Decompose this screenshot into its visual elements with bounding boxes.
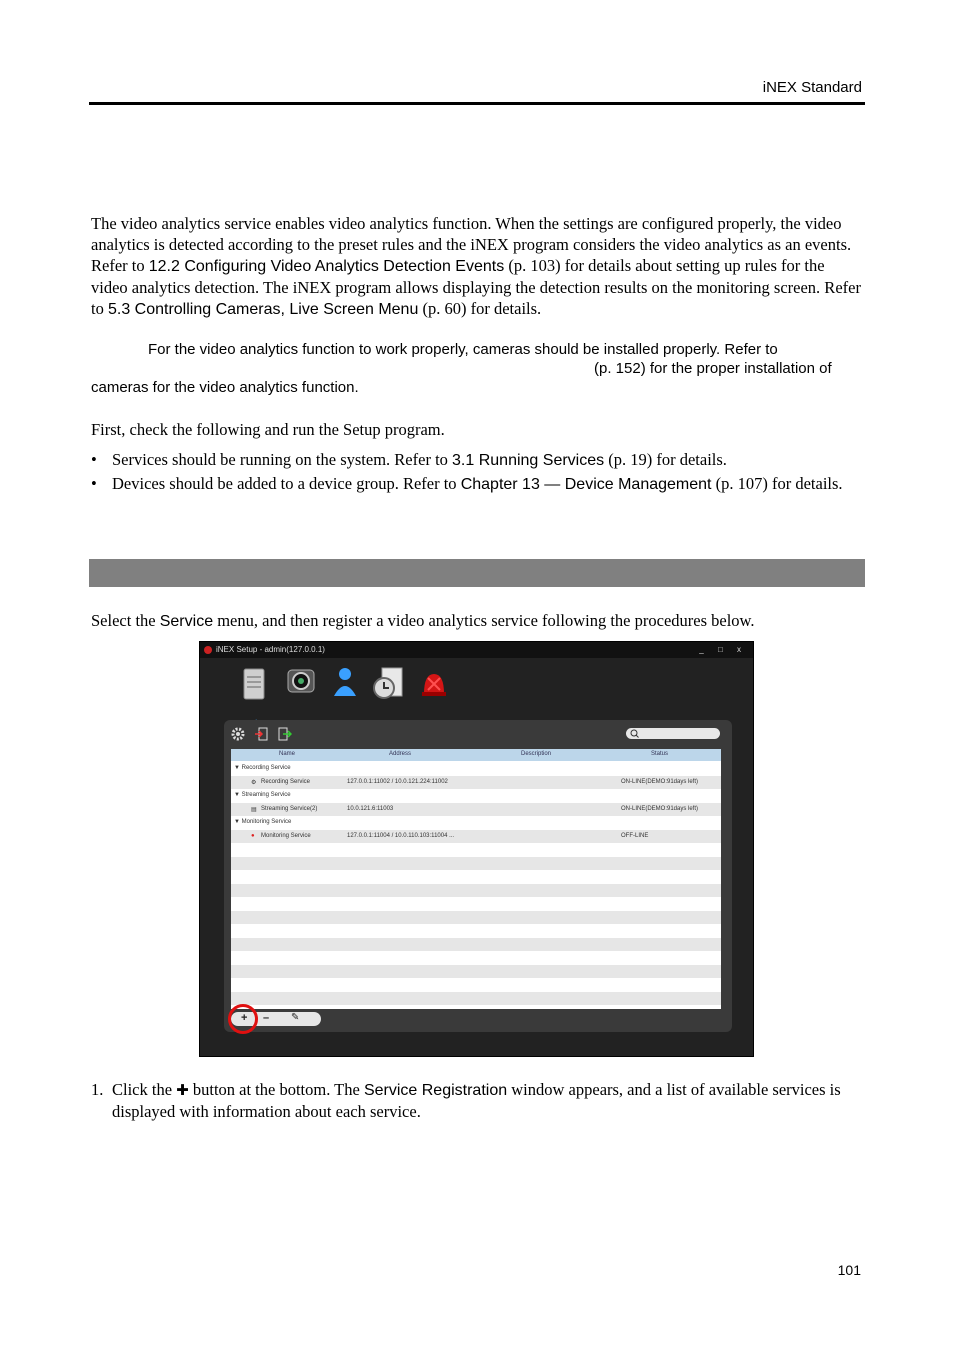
login-icon[interactable] — [254, 727, 268, 741]
event-alarm-icon[interactable] — [418, 666, 450, 698]
step-number: 1. — [91, 1080, 104, 1099]
table-row — [231, 938, 721, 952]
user-icon[interactable] — [332, 666, 358, 698]
col-status[interactable]: Status — [651, 751, 669, 757]
table-row — [231, 992, 721, 1006]
recording-service-icon: ⚙ — [251, 779, 257, 786]
menu-toolbar — [200, 658, 753, 718]
ref-video-analytics-events[interactable]: 12.2 Configuring Video Analytics Detection Events — [148, 258, 505, 275]
gear-icon[interactable] — [231, 727, 245, 741]
highlight-circle — [228, 1004, 258, 1034]
camera-icon[interactable] — [286, 666, 316, 696]
table-header — [231, 749, 721, 761]
check-intro: First, check the following and run the Setup program. — [91, 420, 445, 439]
monitoring-service-icon: ● — [251, 832, 255, 839]
list-item: • Services should be running on the system. Refer to 3.1 Running Services (p. 19) for details. — [91, 450, 727, 469]
table-row — [231, 843, 721, 857]
col-address[interactable]: Address — [389, 751, 412, 757]
header-rule — [89, 102, 865, 105]
service-table — [231, 749, 721, 1009]
add-button[interactable]: + — [241, 1012, 248, 1024]
remove-button[interactable]: – — [263, 1012, 270, 1024]
window-controls[interactable]: _ □ x — [699, 645, 747, 654]
table-row — [231, 870, 721, 884]
list-item: • Devices should be added to a device group. Refer to Chapter 13 — Device Management (p. 107) for details. — [91, 474, 843, 493]
ref-service-registration: Service Registration — [363, 1082, 508, 1099]
table-row[interactable]: ⚙ Recording Service 127.0.0.1:11002 / 10.0.121.224:11002 ON-LINE(DEMO:91days left) — [231, 776, 721, 790]
col-description[interactable]: Description — [521, 751, 552, 757]
search-icon — [630, 729, 639, 738]
table-row — [231, 857, 721, 871]
streaming-service-icon: ▤ — [251, 806, 257, 813]
header-title: iNEX Standard — [762, 79, 862, 96]
col-name[interactable]: Name — [279, 751, 296, 757]
panel-toolbar — [224, 720, 732, 746]
table-row[interactable]: ▼ Monitoring Service — [234, 819, 292, 825]
edit-button[interactable]: ✎ — [291, 1012, 300, 1023]
ref-service-menu: Service — [159, 613, 214, 630]
window-titlebar — [200, 642, 753, 658]
window-title: iNEX Setup - admin(127.0.0.1) — [216, 645, 325, 654]
service-panel — [224, 720, 732, 1032]
app-logo-icon — [204, 646, 212, 654]
table-row[interactable]: ▼ Recording Service — [234, 765, 291, 771]
table-row — [231, 911, 721, 925]
search-input[interactable] — [626, 728, 720, 739]
ref-running-services[interactable]: 3.1 Running Services — [452, 452, 605, 469]
section-heading-bar — [89, 559, 865, 587]
table-row[interactable]: ● Monitoring Service 127.0.0.1:11004 / 10.0.110.103:11004 ... OFF-LINE — [231, 830, 721, 844]
ref-device-management[interactable]: Chapter 13 — Device Management — [460, 476, 712, 493]
table-row[interactable]: ▤ Streaming Service(2) 10.0.121.6:11003 ON-LINE(DEMO:91days left) — [231, 803, 721, 817]
intro-paragraph: The video analytics service enables video analytics function. When the settings are configured properly, the video analytics is detected according to the preset rules and the iNEX program considers the video analytics as an events. Refer to 12.2 Configuring Video Analytics Detection Events (p. 103) for details about setting up rules for the video analytics detection. The iNEX program allows displaying the detection results on the monitoring screen. Refer to 5.3 Controlling Cameras, Live Screen Menu (p. 60) for details. — [91, 214, 861, 318]
page-number: 101 — [837, 1262, 861, 1278]
logout-icon[interactable] — [278, 727, 292, 741]
table-row[interactable]: ▼ Streaming Service — [234, 792, 291, 798]
table-row — [231, 897, 721, 911]
table-row — [231, 884, 721, 898]
ref-controlling-cameras[interactable]: 5.3 Controlling Cameras — [107, 301, 281, 318]
setup-screenshot — [199, 641, 754, 1057]
schedule-icon[interactable] — [372, 666, 404, 700]
plus-icon: ✚ — [176, 1081, 189, 1099]
select-paragraph: Select the Service menu, and then register a video analytics service following the procedures below. — [91, 611, 755, 630]
service-icon[interactable] — [241, 666, 267, 700]
table-row — [231, 951, 721, 965]
note-block: For the video analytics function to work properly, cameras should be installed properly. Refer to (p. 152) for the proper installation of cameras for the video analytics function. — [91, 341, 832, 396]
table-row — [231, 978, 721, 992]
ref-live-screen-menu[interactable]: Live Screen Menu — [289, 301, 419, 318]
table-row — [231, 924, 721, 938]
table-row — [231, 965, 721, 979]
